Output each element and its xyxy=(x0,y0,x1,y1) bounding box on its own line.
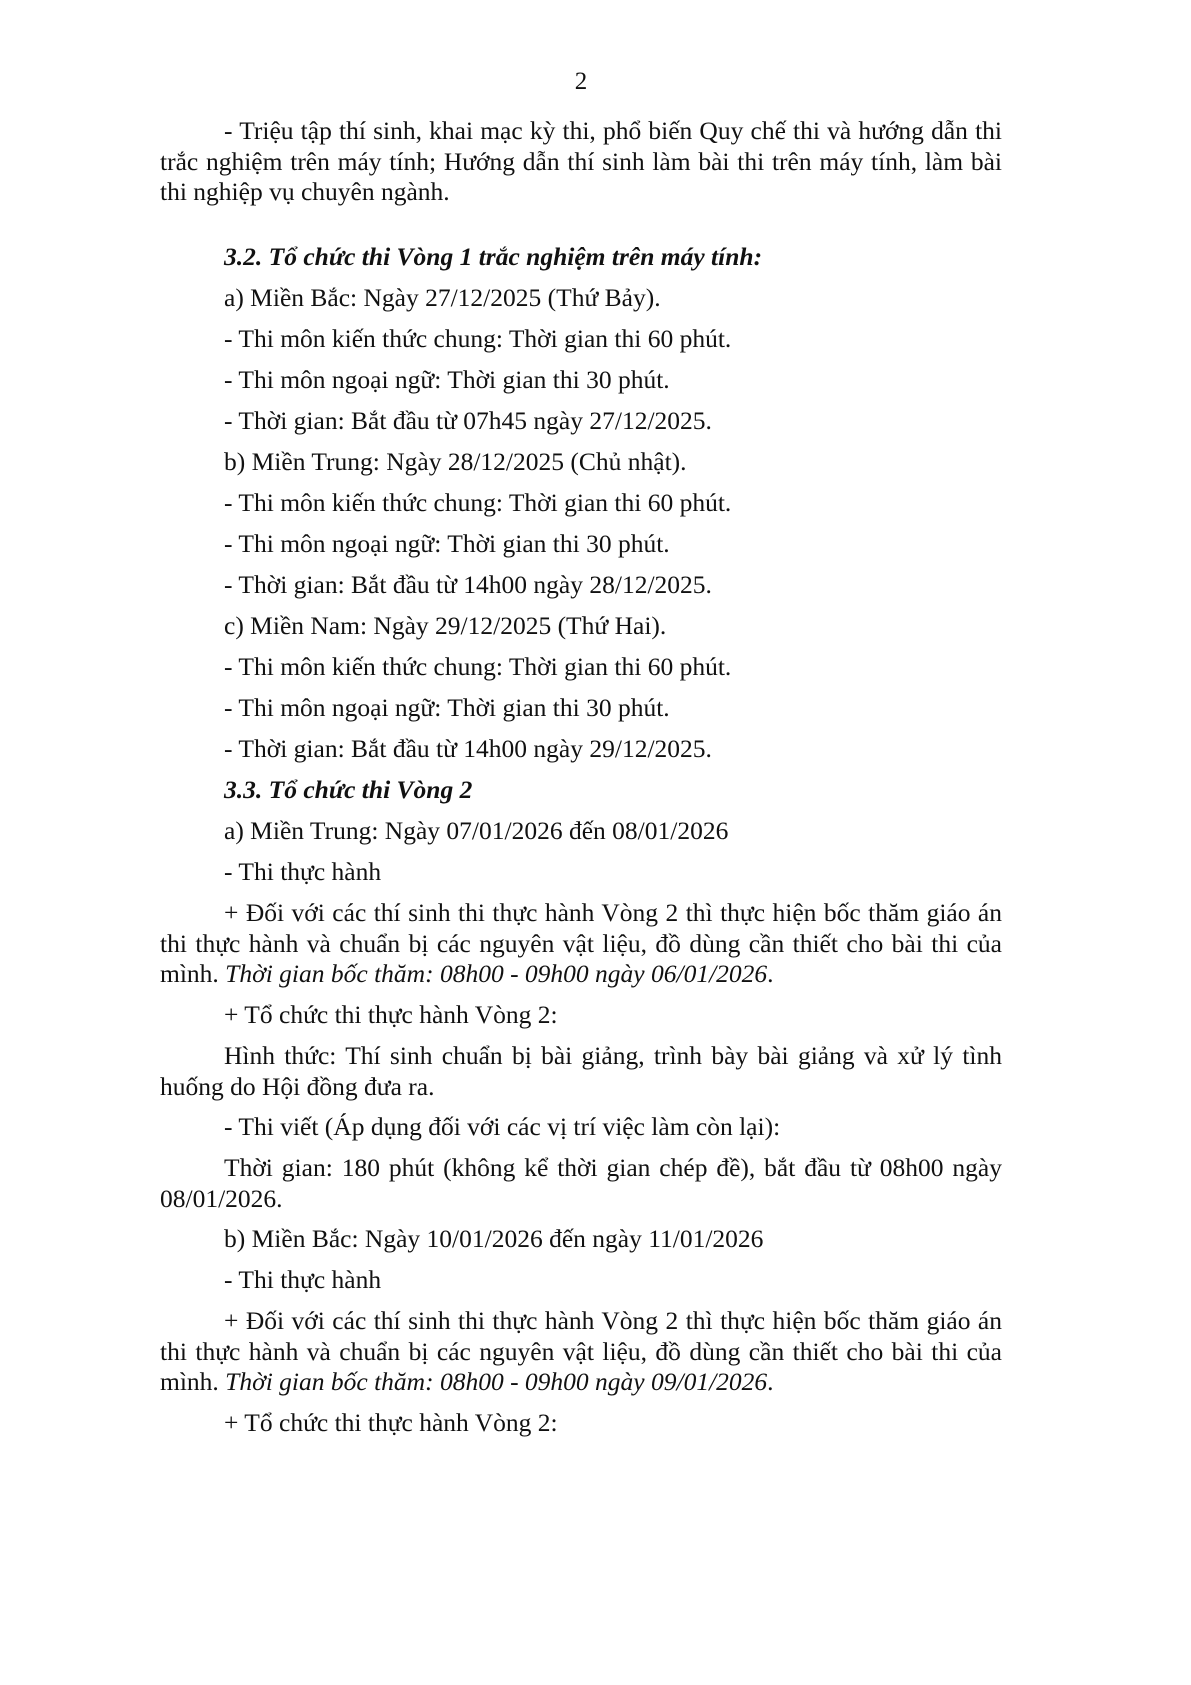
round2-central-draw xyxy=(160,898,1002,990)
heading-3-3: 3.3. Tổ chức thi Vòng 2 xyxy=(224,775,473,804)
round2-north-practice: - Thi thực hành xyxy=(224,1265,382,1294)
draw-text: + Đối với các thí sinh thi thực hành Vòng 2 thì thực hiện bốc thăm giáo án thi thực hành và chuẩn bị các nguyên vật liệu, đồ dùng cần thiết cho bài thi của mình. xyxy=(160,898,1002,988)
round1-north-date: a) Miền Bắc: Ngày 27/12/2025 (Thứ Bảy). xyxy=(224,283,661,312)
round1-south-time: - Thời gian: Bắt đầu từ 14h00 ngày 29/12/2025. xyxy=(224,734,712,763)
draw-time: Thời gian bốc thăm: 08h00 - 09h00 ngày 06/01/2026 xyxy=(225,959,768,988)
round2-central-written: - Thi viết (Áp dụng đối với các vị trí việc làm còn lại): xyxy=(224,1112,781,1141)
round2-central-date: a) Miền Trung: Ngày 07/01/2026 đến 08/01/2026 xyxy=(224,816,729,845)
round2-north-draw xyxy=(160,1306,1002,1398)
period: . xyxy=(767,1367,774,1396)
round1-central-date: b) Miền Trung: Ngày 28/12/2025 (Chủ nhật). xyxy=(224,447,687,476)
page-number: 2 xyxy=(574,68,588,95)
round1-central-language: - Thi môn ngoại ngữ: Thời gian thi 30 phút. xyxy=(224,529,670,558)
round2-central-practice: - Thi thực hành xyxy=(224,857,382,886)
round1-north-time: - Thời gian: Bắt đầu từ 07h45 ngày 27/12/2025. xyxy=(224,406,712,435)
round2-north-organize: + Tổ chức thi thực hành Vòng 2: xyxy=(224,1408,558,1437)
round1-north-language: - Thi môn ngoại ngữ: Thời gian thi 30 phút. xyxy=(224,365,670,394)
round1-south-general: - Thi môn kiến thức chung: Thời gian thi 60 phút. xyxy=(224,652,732,681)
round2-central-format: Hình thức: Thí sinh chuẩn bị bài giảng, trình bày bài giảng và xử lý tình huống do Hội đồng đưa ra. xyxy=(160,1041,1002,1101)
draw-time: Thời gian bốc thăm: 08h00 - 09h00 ngày 09/01/2026 xyxy=(225,1367,768,1396)
heading-3-2: 3.2. Tổ chức thi Vòng 1 trắc nghiệm trên máy tính: xyxy=(224,242,763,271)
round1-north-general: - Thi môn kiến thức chung: Thời gian thi 60 phút. xyxy=(224,324,732,353)
draw-text: + Đối với các thí sinh thi thực hành Vòng 2 thì thực hiện bốc thăm giáo án thi thực hành và chuẩn bị các nguyên vật liệu, đồ dùng cần thiết cho bài thi của mình. xyxy=(160,1306,1002,1396)
round1-central-general: - Thi môn kiến thức chung: Thời gian thi 60 phút. xyxy=(224,488,732,517)
round2-north-date: b) Miền Bắc: Ngày 10/01/2026 đến ngày 11/01/2026 xyxy=(224,1224,764,1253)
round1-central-time: - Thời gian: Bắt đầu từ 14h00 ngày 28/12/2025. xyxy=(224,570,712,599)
round2-central-written-time: Thời gian: 180 phút (không kể thời gian chép đề), bắt đầu từ 08h00 ngày 08/01/2026. xyxy=(160,1153,1002,1213)
round1-south-date: c) Miền Nam: Ngày 29/12/2025 (Thứ Hai). xyxy=(224,611,667,640)
round2-central-organize: + Tổ chức thi thực hành Vòng 2: xyxy=(224,1000,558,1029)
paragraph-convene: - Triệu tập thí sinh, khai mạc kỳ thi, phổ biến Quy chế thi và hướng dẫn thi trắc nghiệm trên máy tính; Hướng dẫn thí sinh làm bài thi trên máy tính, làm bài thi nghiệp vụ chuyên ngành. xyxy=(160,116,1002,206)
period: . xyxy=(767,959,774,988)
round1-south-language: - Thi môn ngoại ngữ: Thời gian thi 30 phút. xyxy=(224,693,670,722)
